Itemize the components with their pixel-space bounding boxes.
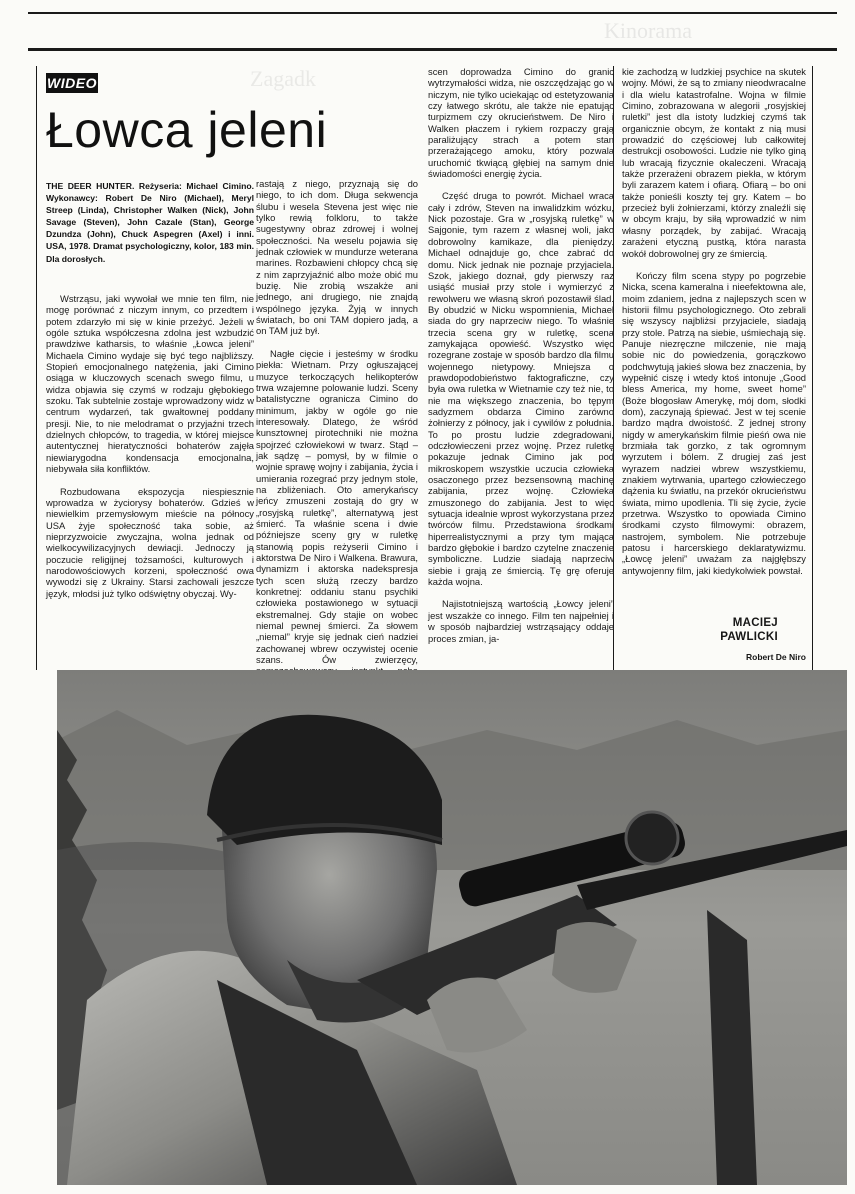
bleed-through-text: Kinorama <box>604 18 692 43</box>
paragraph: scen doprowadza Cimino do granic wytrzymałości widza, nie oszczędzając go w niczym, nie tylko uciekając od estetyzowania czy łatwego skrótu, ale także nie epatując turpizmem czy okrucieństwem. De Niro i Walken płaczem i rykiem rozpaczy grają paraliżujący strach a potem stan przerażającego amoku, który pozwala uruchomić tkwiącą głębiej na samym dnie świadomości energię życia. <box>428 66 614 180</box>
film-still-photo <box>57 670 847 1185</box>
headline: Łowca jeleni <box>46 102 328 158</box>
film-credits: THE DEER HUNTER. Reżyseria: Michael Cimino. Wykonawcy: Robert De Niro (Michael), Meryl Streep (Linda), Christopher Walken (Nick), John Savage (Steven), John Cazale (Stan), George Dzundza (John), Chuck Aspegren (Axel) i inni. USA, 1978. Dramat psychologiczny, kolor, 183 min. Dla dorosłych. <box>46 181 254 264</box>
article-column-1 <box>46 293 254 599</box>
top-rule <box>28 12 837 14</box>
photo-caption: Robert De Niro <box>746 652 806 662</box>
column-divider-1 <box>36 66 37 670</box>
paragraph: Kończy film scena stypy po pogrzebie Nicka, scena kameralna i nieefektowna ale, moim zdaniem, jedna z najlepszych scen w historii filmu psychologicznego. Oto zebrali się wszyscy najbliżsi przyjaciele, siadają przy stole. Patrzą na siebie, uśmiechają się. Panuje niezręczne milczenie, nie mają sobie nic do powiedzenia, gorączkowo podchwytują jakieś słowa bez znaczenia, by wypełnić ciszę i wtedy ktoś intonuje „Good bless America, my home, sweet home” (Boże błogosław Amerykę, mój dom, słodki dom), zaczynają śpiewać. Jest w tej scenie bardzo mądra dwoistość. Z jednej strony nigdy w amerykańskim filmie pieśń owa nie brzmiała tak gorzko, z tak ogromnym wyrzutem i bólem. Z drugiej zaś jest wyrazem nadziei wbrew wszystkiemu, znakiem wytrwania, upartego człowieczego dążenia ku światłu, na przekór okrucieństwu świata, mimo upodlenia. Tli się życie, życie przetrwa. Wszystko to opowiada Cimino środkami czysto filmowymi: obrazem, nastrojem, symbolem. Nie potrzebuje patosu i harcerskiego deklaratywizmu. „Łowcę jeleni” uważam za najgłębszy antywojenny film, jaki kiedykolwiek powstał. <box>622 269 806 576</box>
paragraph: Rozbudowana ekspozycja niespiesznie wprowadza w życiorysy bohaterów. Gdzieś w niewielkim przemysłowym mieście na północy USA żyje społeczność taka sobie, aż nieprzyzwoicie zwyczajna, wolna jednak od wielkocywilizacyjnych dewiacji. Jednoczy ją poczucie religijnej tożsamości, kulturowych i narodowościowych korzeni, społeczność owa wywodzi się z Ukrainy. Starsi zachowali jeszcze język, młodsi już tylko odświętny obyczaj. Wy- <box>46 485 254 599</box>
article-column-3 <box>428 66 614 644</box>
paragraph: Nagłe cięcie i jesteśmy w środku piekła: Wietnam. Przy ogłuszającej muzyce terkoczących helikopterów trwa wzajemne polowanie ludzi. Sceny batalistyczne ogranicza Cimino do minimum, jakby w ogóle go nie interesowały. Dlatego, że wśród kunsztownej pirotechniki nie można spojrzeć człowiekowi w twarz. Stąd – jak sądzę – pomysł, by w filmie o wojnie sprawę wojny i zabijania, życia i umierania rozegrać przy jednym stole, na zbliżeniach. Oto amerykańscy jeńcy zmuszeni zostają do gry w „rosyjską ruletkę”, alternatywą jest śmierć. Ta właśnie scena i dwie późniejsze sceny gry w ruletkę stanowią popis reżyserii Cimino i aktorstwa De Niro i Walkena. Brawura, dynamizm i aktorska nadekspresja tych scen służą rzeczy bardzo konkretnej: oddaniu stanu psychiki człowieka postawionego w sytuacji ekstremalnej. Gdy stajie on wobec niemal pewnej śmierci. Za słowem „niemal” kryje się jednak cień nadziei zachowanej wbrew oczywistej ocenie szans. Ów zwierzęcy, <box>256 347 418 666</box>
paragraph: Najistotniejszą wartością „Łowcy jeleni” jest wszakże co innego. Film ten najpełniej i w sposób najbardziej wstrząsający oddaje proces zmian, ja- <box>428 598 614 644</box>
author-first-name: MACIEJ <box>732 617 778 629</box>
header-rule <box>28 48 837 51</box>
photo-scope-lens <box>626 812 678 864</box>
article-column-2 <box>256 178 418 722</box>
paragraph: Wstrząsu, jaki wywołał we mnie ten film, nie mogę porównać z niczym innym, co przedtem i potem zdarzyło mi się w kinie przeżyć. Jeżeli w ogóle sztuka współczesna zdolna jest wzbudzić prawdziwe katharsis, to właśnie „Łowca jeleni” Michaela Cimino wydaje się być tego najbliższy. Stopień emocjonalnego natężenia, jaki Cimino osiąga w kluczowych scenach swego filmu, u widza objawia się czymś w rodzaju głębokiego szoku. Tak subtelnie zostaje wprowadzony widz w centrum wydarzeń, tak gwałtownej poddany presji. Nie, to nie melodramat o przyjaźni trzech dzielnych chłopców, to tragedia, w której miejsce autentycznej hieratyczności bohaterów zajęła niewiarygodna kondensacja emocjonalna, niebywała siła konfliktów. <box>46 293 254 475</box>
article-column-4 <box>622 66 806 576</box>
section-label: WIDEO <box>47 75 97 91</box>
paragraph: rastają z niego, przyznają się do niego, to ich dom. Długa sekwencja ślubu i wesela Stevena jest więc nie tylko rewią folkloru, to także sugestywny obraz zdrowej i wolnej społeczności. Na weselu pojawia się jednak człowiek w mundurze weterana marines. Rozbawieni chłopcy chcą się z nim zaprzyjaźnić albo może obić mu buzię. Nie zrobią wszakże ani jednego, ani drugiego, nie znajdą wspólnego języka. Żyją w innych światach, bo oni TAM dopiero jadą, a on TAM już był. <box>256 178 418 337</box>
paragraph: Część druga to powrót. Michael wraca cały i zdrów, Steven na inwalidzkim wózku, Nick pozostaje. Gra w „rosyjską ruletkę” w Sajgonie, tym razem z własnej woli, jako dobrowolny kamikaze, dla pieniędzy. Michael odnajduje go, chce zabrać do domu. Nick jednak nie poznaje przyjaciela. Szok, jakiego doznał, gdy pierwszy raz usiąść musiał przy stole i wymierzyć z rewolweru we własną skroń pozostawił ślad. By obudzić w Nicku wspomnienia, Michael siada do gry naprzeciw niego. To właśnie trzecia scena gry w ruletkę, scena zamykająca opowieść. Wszystko więc rozegrane zostaje w sposób bardzo dla filmu wojennego nietypowy. Mniejsza o prawdopodobieństwo faktograficzne, czy była owa ruletka w Wietnamie czy też nie, to nie ma większego znaczenia, bo tępym sadyzmem obdarza Cimino zarówno żołnierzy z północy, jak i cywilów z południa. To po prostu ludzie zdegradowani, odczłowieczeni przez wojnę. Przez ruletkę pokazuje jednak Cimino jak pod mikroskopem wszystkie uczucia człowieka osaczonego przez bezsensowną machinę zabijania, przez wojnę. Człowieka zmuszonego do zabijania. Jest to więc sytuacja idealnie wprost wykorzystana przez twórców filmu. Przedstawiona środkami hiperrealistycznymi a przy tym mająca bardzo głębokie i bardzo czytelne znaczenie symboliczne. Ludzie siadają naprzeciw siebie i grają ze śmiercią. Tę grę oferuje każda wojna. <box>428 190 614 588</box>
paragraph: kie zachodzą w ludzkiej psychice na skutek wojny. Mówi, że są to zmiany nieodwracalne i dla wielu katastrofalne. Wojna w filmie Cimino, zobrazowana w alegorii „rosyjskiej ruletki” jest dla istoty ludzkiej czymś tak organicznie obcym, że kontakt z nią musi prowadzić do częściowej lub całkowitej destrukcji osobowości. Ludzie nie tylko giną lub wracają fizycznie okaleczeni. Wracają także przerażeni obrazem piekła, w którym byli zarazem katem i ofiarą. Ofiarą – bo oni także ponieśli koszty tej gry. Katem – bo przecież byli żołnierzami, którzy znaleźli się w obcym kraju, by siłą wprowadzić w nim własny porządek, by zabijać. Wracają zarażeni etyczną pustką, która narasta wokół dobrowolnej gry ze śmiercią. <box>622 66 806 259</box>
bleed-through-text-2: Zagadk <box>250 66 316 91</box>
author-last-name: PAWLICKI <box>720 631 778 643</box>
column-divider-right <box>812 66 813 670</box>
author-byline <box>622 616 778 644</box>
